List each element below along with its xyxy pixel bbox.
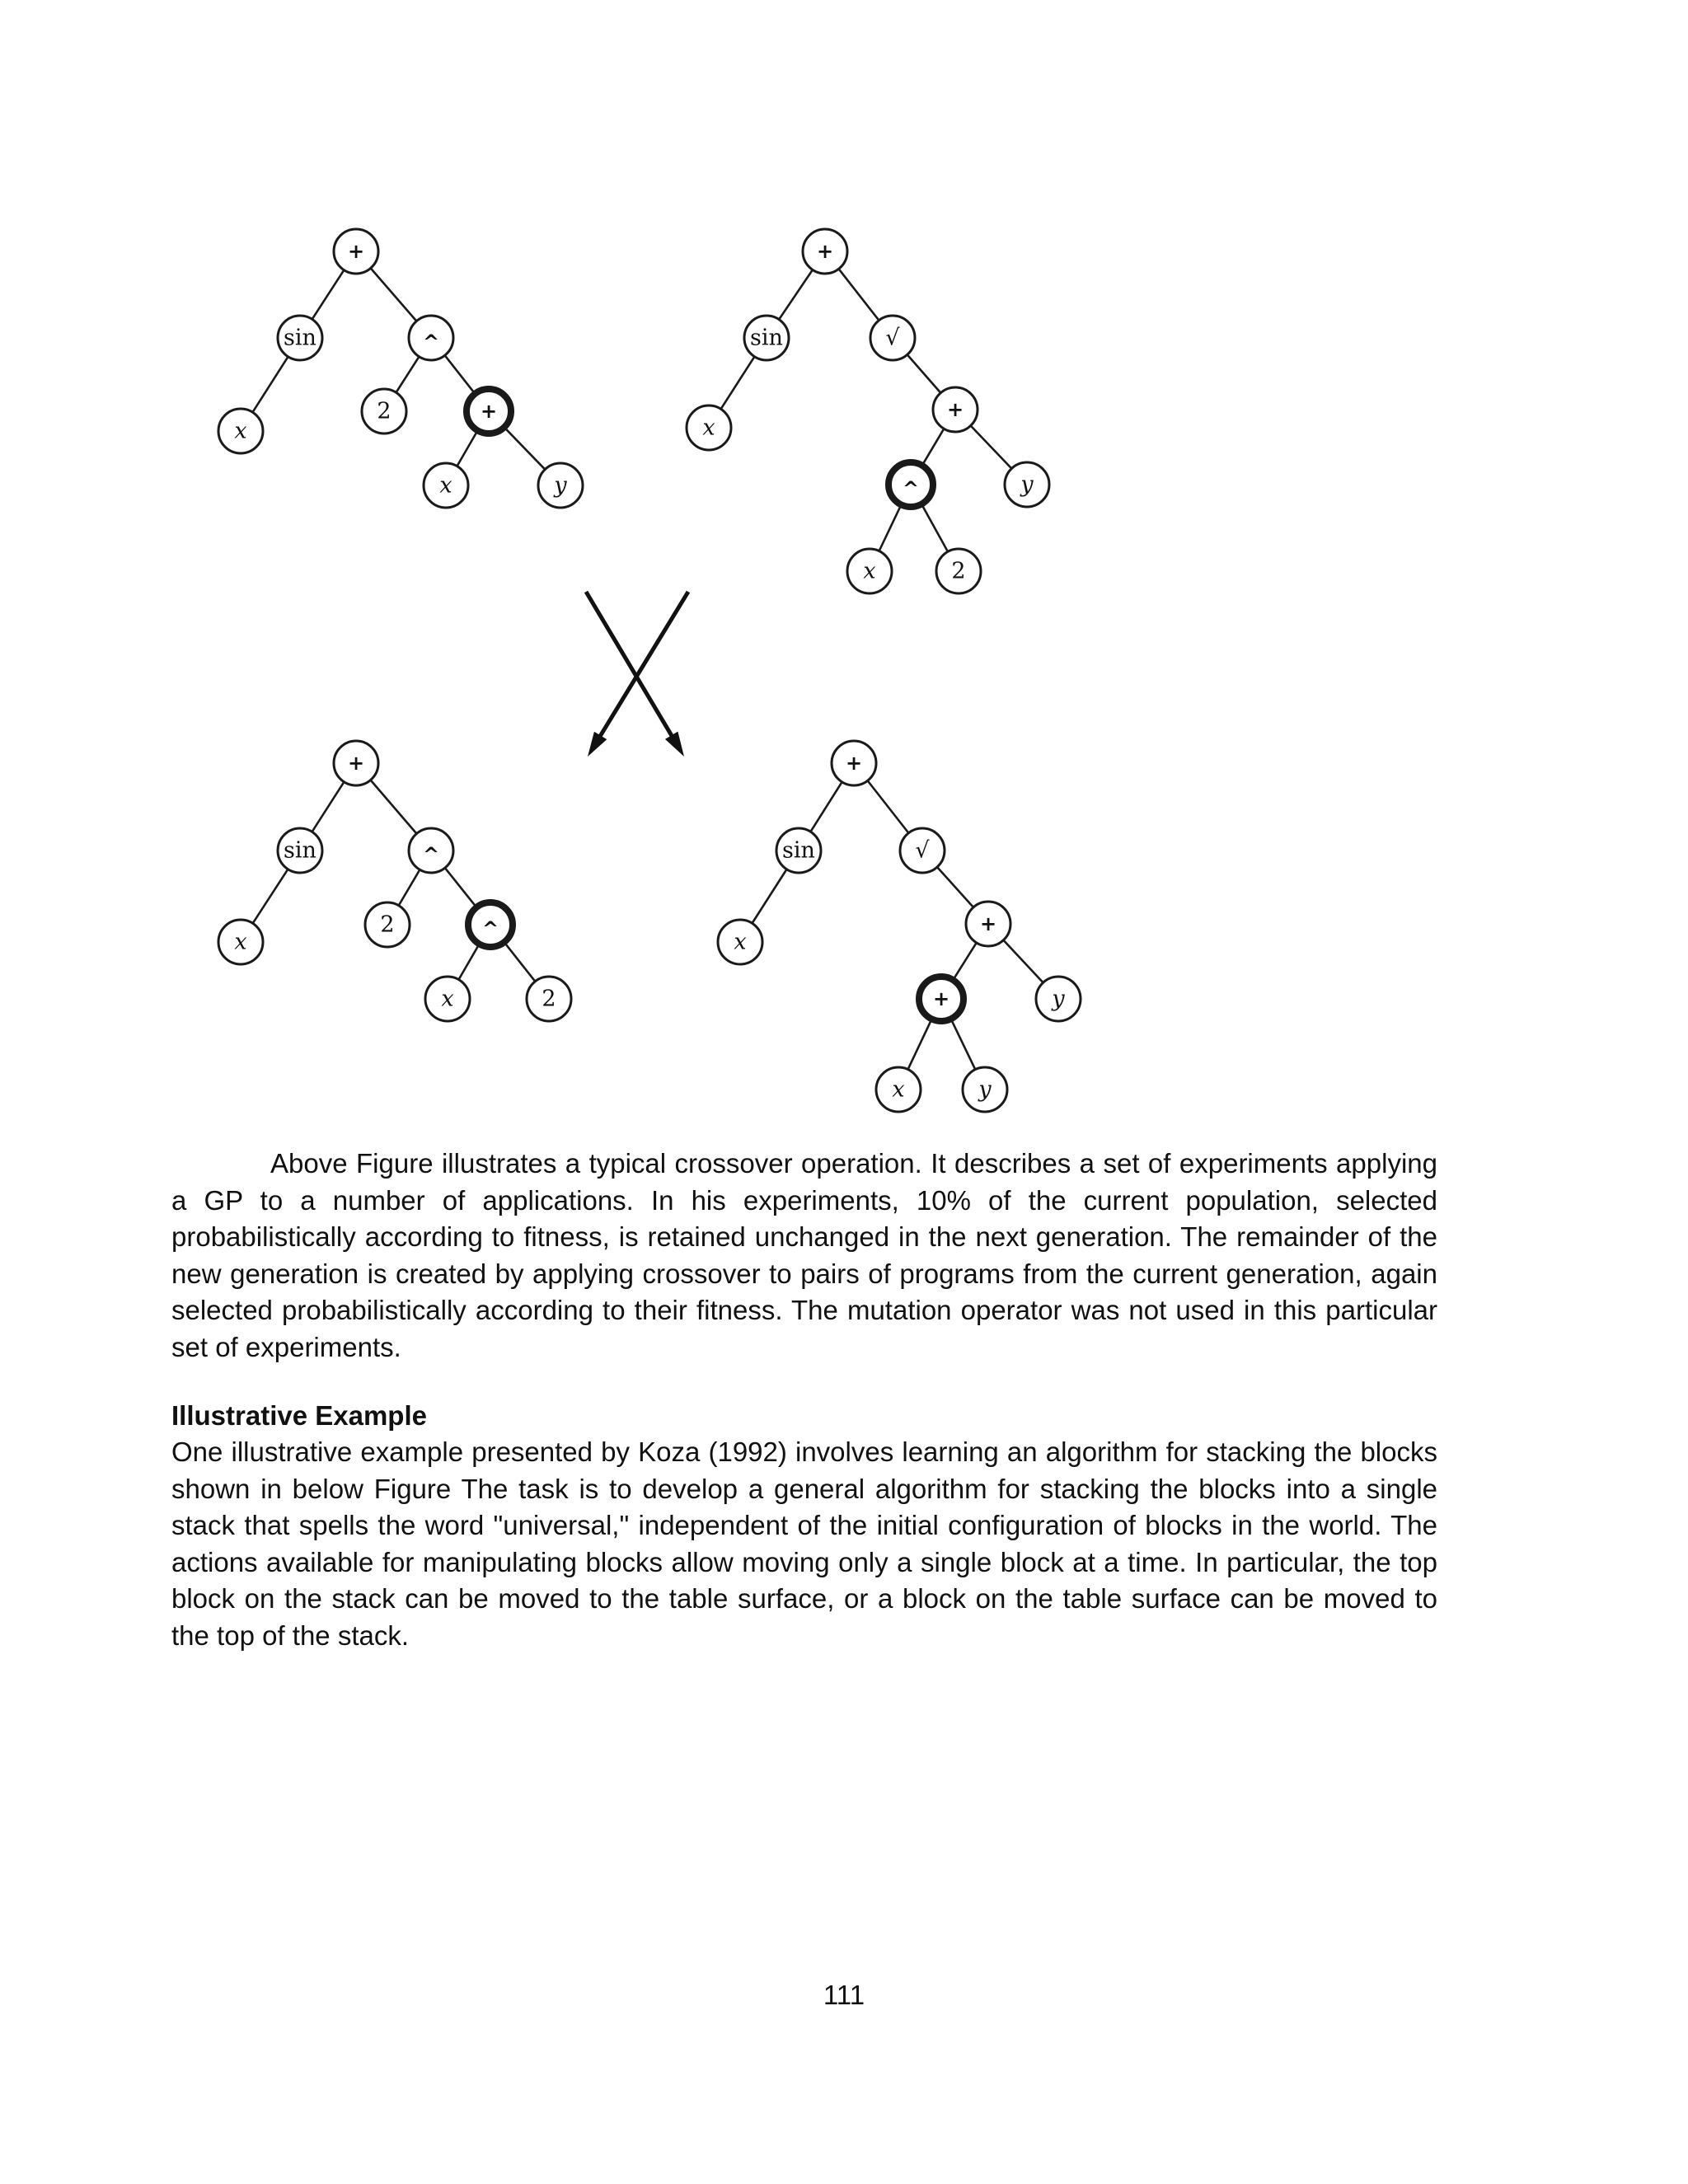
node-label: x	[439, 472, 452, 499]
node-label: +	[946, 398, 964, 421]
paragraph-crossover-description: Above Figure illustrates a typical crossover operation. It describes a set of experiments applying a GP to a number of applications. In his experiments, 10% of the current population, selected probabilistically according to fitness, is retained unchanged in the next generation. The remainder of the new generation is created by applying crossover to pairs of programs from the current generation, again selected probabilistically according to their fitness. The mutation operator was not used in this particular set of experiments.	[171, 1148, 1437, 1362]
node-label: sin	[750, 325, 783, 351]
tree-node	[409, 316, 453, 360]
tree-parent-2	[687, 229, 1049, 593]
tree-edge	[504, 942, 536, 982]
node-label: ^	[422, 330, 440, 354]
node-label: √	[915, 837, 930, 864]
tree-edge	[371, 268, 417, 321]
tree-node	[966, 902, 1010, 946]
node-label: sin	[284, 837, 316, 864]
node-label: 2	[542, 986, 556, 1012]
tree-edge	[937, 867, 973, 907]
tree-edge	[312, 782, 345, 832]
node-label: y	[1020, 471, 1034, 498]
tree-node	[876, 1067, 921, 1112]
tree-edge	[253, 869, 288, 924]
node-label: y	[554, 472, 567, 499]
tree-edge	[504, 427, 545, 469]
tree-node	[527, 977, 571, 1021]
node-label: ^	[902, 477, 920, 500]
tree-edge	[907, 354, 940, 392]
tree-node	[1036, 977, 1081, 1021]
tree-node	[425, 977, 470, 1021]
tree-node	[362, 389, 406, 434]
tree-edge	[721, 357, 755, 410]
tree-node	[900, 828, 945, 873]
tree-node	[538, 463, 583, 508]
tree-edge	[922, 429, 944, 466]
node-label: x	[234, 929, 247, 955]
tree-node-crossover-point	[468, 902, 513, 947]
node-label: ^	[481, 917, 499, 940]
arrow-to-left-offspring-head	[588, 732, 607, 757]
crossover-arrows	[586, 592, 688, 757]
node-label: +	[979, 912, 997, 935]
node-label: x	[863, 558, 876, 584]
tree-node	[936, 549, 981, 593]
tree-node	[803, 229, 847, 274]
section-heading: Illustrative Example	[171, 1400, 427, 1431]
node-label: +	[347, 752, 365, 775]
tree-node	[278, 316, 322, 360]
arrow-to-left-offspring	[595, 592, 688, 744]
node-label: 2	[377, 398, 392, 424]
tree-edge	[312, 270, 345, 320]
tree-edge	[951, 1019, 976, 1069]
tree-offspring-2	[718, 741, 1081, 1112]
arrow-to-right-offspring	[586, 592, 677, 744]
tree-edge	[445, 868, 476, 907]
tree-edge	[810, 782, 842, 832]
tree-parent-1	[218, 229, 583, 508]
tree-edge	[868, 780, 909, 832]
tree-edge	[459, 944, 480, 979]
tree-node	[963, 1067, 1007, 1112]
tree-node-crossover-point	[919, 977, 964, 1021]
tree-edge	[908, 1019, 932, 1069]
node-label: ^	[422, 843, 440, 866]
node-label: +	[347, 240, 365, 263]
paragraph-illustrative-example: One illustrative example presented by Koza (1992) involves learning an algorithm for stacking the blocks shown in below Figure The task is to develop a general algorithm for stacking the blocks into a single stack that spells the word "universal," independent of the initial configuration of blocks in the world. The actions available for manipulating blocks allow moving only a single block at a time. In particular, the top block on the stack can be moved to the table surface, or a block on the table surface can be moved to the top of the stack.	[171, 1436, 1437, 1651]
tree-edge	[1003, 940, 1043, 983]
tree-edge	[921, 504, 948, 552]
tree-edge	[971, 426, 1012, 469]
arrow-to-right-offspring-head	[665, 732, 684, 757]
tree-edge	[399, 869, 420, 905]
node-label: x	[702, 415, 715, 441]
tree-node-crossover-point	[467, 389, 511, 434]
tree-node	[687, 405, 731, 450]
tree-edge	[879, 504, 902, 551]
node-label: x	[734, 929, 747, 955]
node-label: +	[816, 240, 834, 263]
tree-node	[832, 741, 876, 785]
tree-edge	[839, 269, 879, 320]
tree-node	[1005, 462, 1049, 507]
node-label: 2	[951, 558, 966, 584]
tree-node	[776, 828, 821, 873]
tree-edge	[253, 357, 288, 412]
tree-node	[718, 920, 762, 964]
tree-node	[847, 549, 892, 593]
page-number: 111	[823, 1980, 865, 2010]
node-label: +	[932, 987, 950, 1010]
node-label: +	[845, 752, 863, 775]
tree-node	[218, 920, 263, 964]
node-label: +	[480, 400, 498, 423]
node-label: √	[885, 325, 900, 351]
node-label: 2	[380, 912, 395, 938]
node-label: y	[978, 1076, 992, 1103]
tree-node-crossover-point	[889, 462, 933, 507]
tree-node	[870, 316, 915, 360]
node-label: x	[234, 418, 247, 444]
tree-node	[409, 828, 453, 873]
tree-node	[744, 316, 789, 360]
tree-offspring-1	[218, 741, 571, 1021]
tree-edge	[371, 780, 417, 833]
tree-edge	[953, 943, 976, 980]
tree-node	[334, 229, 378, 274]
node-label: sin	[782, 837, 815, 864]
tree-edge	[779, 269, 813, 319]
node-label: y	[1052, 986, 1065, 1012]
tree-node	[278, 828, 322, 873]
tree-edge	[396, 357, 420, 393]
node-label: sin	[284, 325, 316, 351]
node-label: x	[892, 1076, 905, 1103]
tree-edge	[445, 355, 476, 394]
tree-node	[218, 409, 263, 453]
tree-node	[424, 463, 468, 508]
tree-node	[334, 741, 378, 785]
tree-node	[933, 387, 978, 432]
tree-edge	[457, 430, 478, 466]
tree-edge	[753, 869, 787, 924]
tree-node	[365, 902, 410, 947]
node-label: x	[441, 986, 454, 1012]
